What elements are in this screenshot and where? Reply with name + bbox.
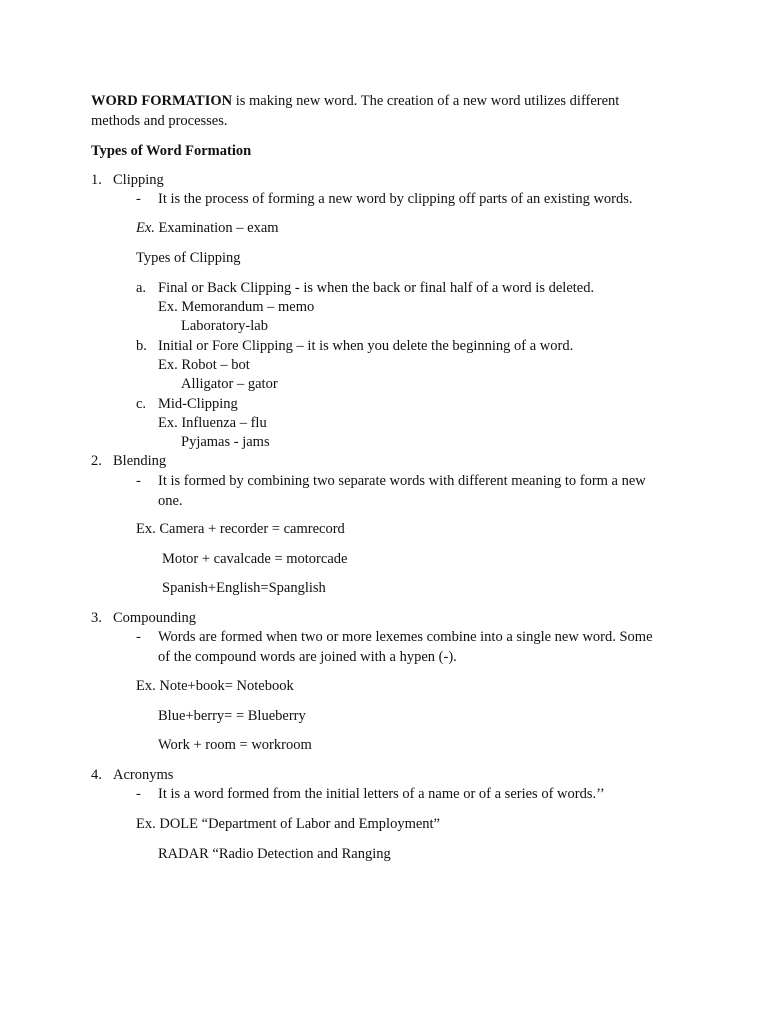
clipping-type-example: Ex. Robot – bot (158, 357, 250, 373)
clipping-type-example: Ex. Memorandum – memo (158, 299, 315, 315)
acronyms-title: Acronyms (113, 767, 174, 783)
compounding-description: of the compound words are joined with a hypen (-). (158, 649, 457, 665)
clipping-type-example: Pyjamas - jams (181, 434, 270, 450)
clipping-title: Clipping (113, 172, 164, 188)
intro-line-2: methods and processes. (91, 113, 228, 129)
clipping-type-letter: a. (136, 280, 147, 296)
clipping-example-text: Examination – exam (154, 220, 279, 236)
compounding-example: Blue+berry= = Blueberry (158, 708, 306, 724)
clipping-type-title: Mid-Clipping (158, 396, 238, 412)
clipping-description: It is the process of forming a new word by clipping off parts of an existing words. (158, 191, 633, 207)
blending-number: 2. (91, 453, 102, 469)
clipping-type-title: Final or Back Clipping - is when the back or final half of a word is deleted. (158, 280, 595, 296)
compounding-description: Words are formed when two or more lexemes combine into a single new word. Some (158, 629, 653, 645)
intro-line-1 (91, 92, 619, 111)
acronyms-example: Ex. DOLE “Department of Labor and Employment” (136, 816, 440, 832)
clipping-type-title: Initial or Fore Clipping – it is when you delete the beginning of a word. (158, 338, 574, 354)
clipping-type-example: Ex. Influenza – flu (158, 415, 267, 431)
intro-line-1-rest: is making new word. The creation of a new word utilizes different (232, 93, 620, 109)
compounding-example: Ex. Note+book= Notebook (136, 678, 294, 694)
compounding-dash: - (136, 629, 141, 645)
intro-term: WORD FORMATION (91, 93, 233, 109)
blending-example: Spanish+English=Spanglish (162, 580, 326, 596)
clipping-type-example: Laboratory-lab (181, 318, 268, 334)
clipping-example-prefix: Ex. (136, 220, 155, 236)
acronyms-example: RADAR “Radio Detection and Ranging (158, 846, 391, 862)
clipping-dash: - (136, 191, 141, 207)
acronyms-dash: - (136, 786, 141, 802)
compounding-example: Work + room = workroom (158, 737, 312, 753)
blending-example: Motor + cavalcade = motorcade (162, 551, 348, 567)
blending-dash: - (136, 473, 141, 489)
blending-description: one. (158, 493, 183, 509)
clipping-subheading: Types of Clipping (136, 250, 241, 266)
clipping-number: 1. (91, 172, 102, 188)
clipping-type-letter: b. (136, 338, 147, 354)
compounding-title: Compounding (113, 610, 196, 626)
section-heading: Types of Word Formation (91, 143, 252, 159)
acronyms-description: It is a word formed from the initial letters of a name or of a series of words.’’ (158, 786, 605, 802)
compounding-number: 3. (91, 610, 102, 626)
clipping-example (136, 219, 279, 238)
clipping-type-example: Alligator – gator (181, 376, 278, 392)
clipping-type-letter: c. (136, 396, 147, 412)
blending-example: Ex. Camera + recorder = camrecord (136, 521, 345, 537)
blending-title: Blending (113, 453, 167, 469)
acronyms-number: 4. (91, 767, 102, 783)
blending-description: It is formed by combining two separate words with different meaning to form a new (158, 473, 646, 489)
